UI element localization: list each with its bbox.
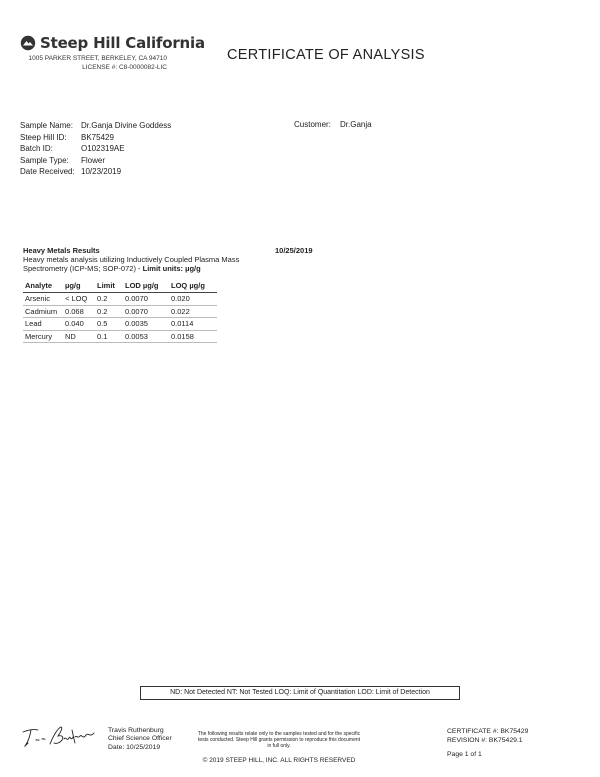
sample-type-row: [20, 155, 171, 167]
certificate-number: CERTIFICATE #: BK75429: [447, 728, 529, 735]
column-header: LOD µg/g: [123, 280, 169, 293]
field-label: Sample Type:: [20, 155, 69, 165]
table-row: [23, 293, 217, 306]
column-header: LOQ µg/g: [169, 280, 217, 293]
field-label: Date Received:: [20, 167, 75, 177]
table-cell: < LOQ: [63, 293, 95, 306]
section-date: 10/25/2019: [275, 246, 313, 255]
page-number: Page 1 of 1: [447, 751, 482, 758]
sample-id-row: [20, 132, 171, 144]
table-cell: 0.0070: [123, 293, 169, 306]
column-header: Limit: [95, 280, 123, 293]
signer-date: Date: 10/25/2019: [108, 743, 161, 751]
table-cell: Lead: [23, 318, 63, 331]
field-label: Customer:: [294, 120, 331, 129]
steep-hill-logo-icon: [20, 35, 36, 51]
certificate-block: [447, 727, 528, 745]
signature-image: [20, 724, 100, 750]
signer-name: Travis Ruthenburg: [108, 727, 164, 734]
table-cell: 0.022: [169, 305, 217, 318]
customer-row: [294, 120, 372, 129]
sample-name-row: [20, 120, 171, 132]
company-logo: [20, 34, 205, 52]
column-header: µg/g: [63, 280, 95, 293]
table-cell: 0.068: [63, 305, 95, 318]
table-cell: Cadmium: [23, 305, 63, 318]
sample-id-value: BK75429: [81, 132, 114, 142]
table-cell: 0.2: [95, 293, 123, 306]
page-title: CERTIFICATE OF ANALYSIS: [227, 47, 425, 63]
table-cell: 0.040: [63, 318, 95, 331]
table-cell: 0.0035: [123, 318, 169, 331]
signer-block: [108, 727, 172, 752]
company-name: Steep Hill California: [40, 34, 205, 52]
sample-name-value: Dr.Ganja Divine Goddess: [81, 121, 172, 130]
table-cell: 0.0114: [169, 318, 217, 331]
limit-units: Limit units: µg/g: [142, 264, 201, 273]
batch-id-row: [20, 143, 171, 155]
table-row: [23, 305, 217, 318]
abbreviation-legend: ND: Not Detected NT: Not Tested LOQ: Limit of Quantitation LOD: Limit of Detection: [140, 686, 460, 700]
table-cell: 0.0070: [123, 305, 169, 318]
table-cell: Arsenic: [23, 293, 63, 306]
revision-number: REVISION #: BK75429.1: [447, 737, 523, 744]
table-cell: 0.020: [169, 293, 217, 306]
table-cell: Mercury: [23, 330, 63, 343]
table-cell: ND: [63, 330, 95, 343]
table-row: [23, 318, 217, 331]
company-address: 1005 PARKER STREET, BERKELEY, CA 94710: [28, 55, 167, 62]
table-cell: 0.1: [95, 330, 123, 343]
heavy-metals-table: [23, 280, 217, 343]
section-title: Heavy Metals Results: [23, 246, 100, 255]
table-cell: 0.0053: [123, 330, 169, 343]
table-cell: 0.5: [95, 318, 123, 331]
sample-type-value: Flower: [81, 155, 106, 165]
field-label: Sample Name:: [20, 121, 73, 130]
disclaimer-text: The following results relate only to the samples tested and for the specific tests conducted. Steep Hill grants permission to reproduce this document in full only.: [197, 731, 361, 749]
method-description: Heavy metals analysis utilizing Inductively Coupled Plasma Mass Spectrometry (ICP-MS; SOP-072) -: [23, 255, 240, 273]
batch-id-value: O102319AE: [81, 144, 125, 154]
sample-info: [20, 120, 171, 178]
field-label: Batch ID:: [20, 144, 53, 154]
field-label: Steep Hill ID:: [20, 132, 67, 142]
company-address-block: [20, 55, 167, 72]
table-header-row: [23, 280, 217, 293]
table-cell: 0.2: [95, 305, 123, 318]
section-description: [23, 255, 263, 273]
table-cell: 0.0158: [169, 330, 217, 343]
customer-value: Dr.Ganja: [340, 120, 372, 129]
date-received-row: [20, 166, 171, 178]
column-header: Analyte: [23, 280, 63, 293]
copyright-notice: © 2019 STEEP HILL, INC. ALL RIGHTS RESERVED: [202, 757, 356, 764]
signer-title: Chief Science Officer: [108, 735, 172, 743]
date-received-value: 10/23/2019: [81, 167, 122, 177]
license-number: LICENSE #: C8-0000082-LIC: [82, 63, 167, 71]
table-row: [23, 330, 217, 343]
